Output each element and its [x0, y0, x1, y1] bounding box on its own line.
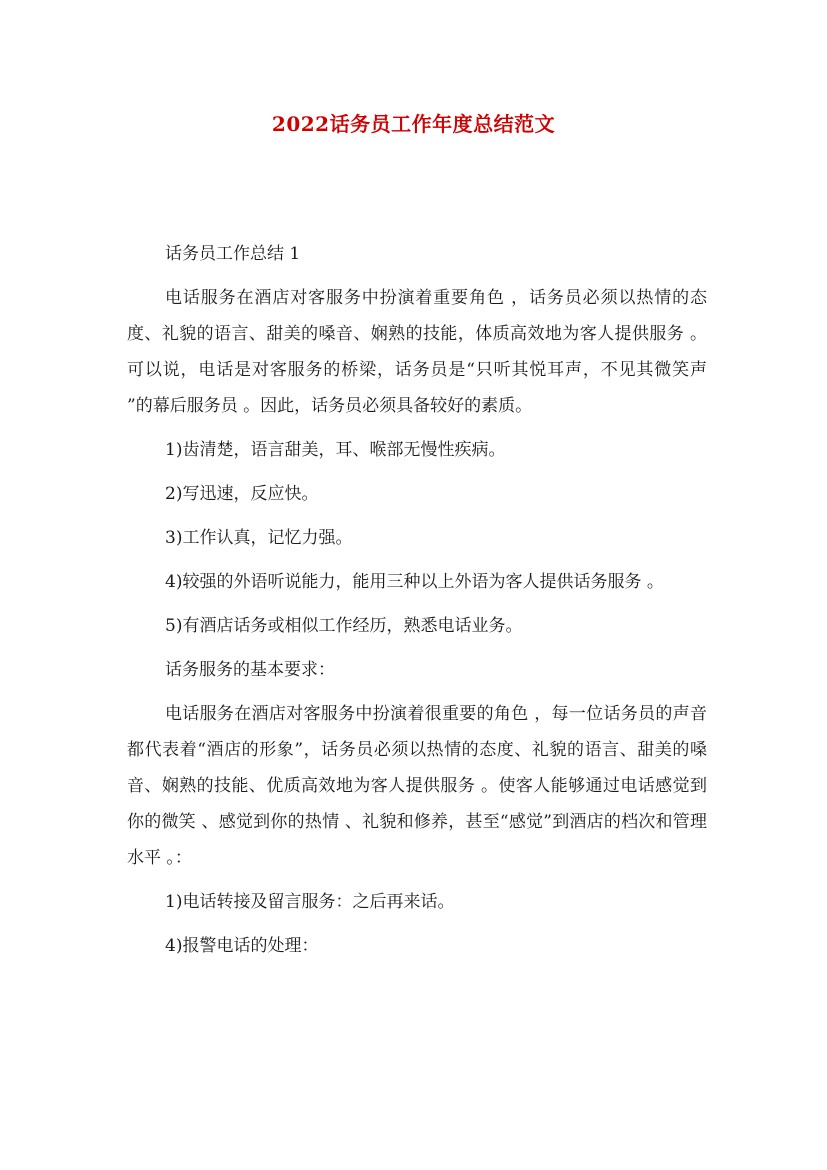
list-item: 1)电话转接及留言服务：之后再来话。	[165, 892, 455, 912]
document-body	[127, 236, 707, 972]
list-item: 4)较强的外语听说能力，能用三种以上外语为客人提供话务服务 。	[165, 572, 664, 592]
paragraph-requirements: 电话服务在酒店对客服务中扮演着很重要的角色 ，每一位话务员的声音都代表着“酒店的形象”，话务员必须以热情的态度、礼貌的语言、甜美的嗓音、娴熟的技能、优质高效地为客人提供服务 。使客人能够通过电话感觉到你的微笑 、感觉到你的热情 、礼貌和修养，甚至“感觉”到酒店的档次和管理水平 。：	[127, 704, 707, 868]
list-item: 5)有酒店话务或相似工作经历，熟悉电话业务。	[165, 616, 523, 636]
list-item: 4)报警电话的处理：	[165, 936, 319, 956]
section-heading: 话务员工作总结 1	[165, 244, 301, 264]
list-item: 2)写迅速，反应快。	[165, 484, 319, 504]
document-title: 2022话务员工作年度总结范文	[271, 112, 556, 136]
subheading: 话务服务的基本要求：	[165, 660, 335, 680]
paragraph-intro: 电话服务在酒店对客服务中扮演着重要角色 ，话务员必须以热情的态度、礼貌的语言、甜美的嗓音、娴熟的技能，体质高效地为客人提供服务 。可以说，电话是对客服务的桥梁，话务员是“只听其悦耳声，不见其微笑声 ”的幕后服务员 。因此，话务员必须具备较好的素质。	[127, 288, 707, 416]
list-item: 3)工作认真，记忆力强。	[165, 528, 353, 548]
list-item: 1)齿清楚，语言甜美，耳、喉部无慢性疾病。	[165, 440, 506, 460]
